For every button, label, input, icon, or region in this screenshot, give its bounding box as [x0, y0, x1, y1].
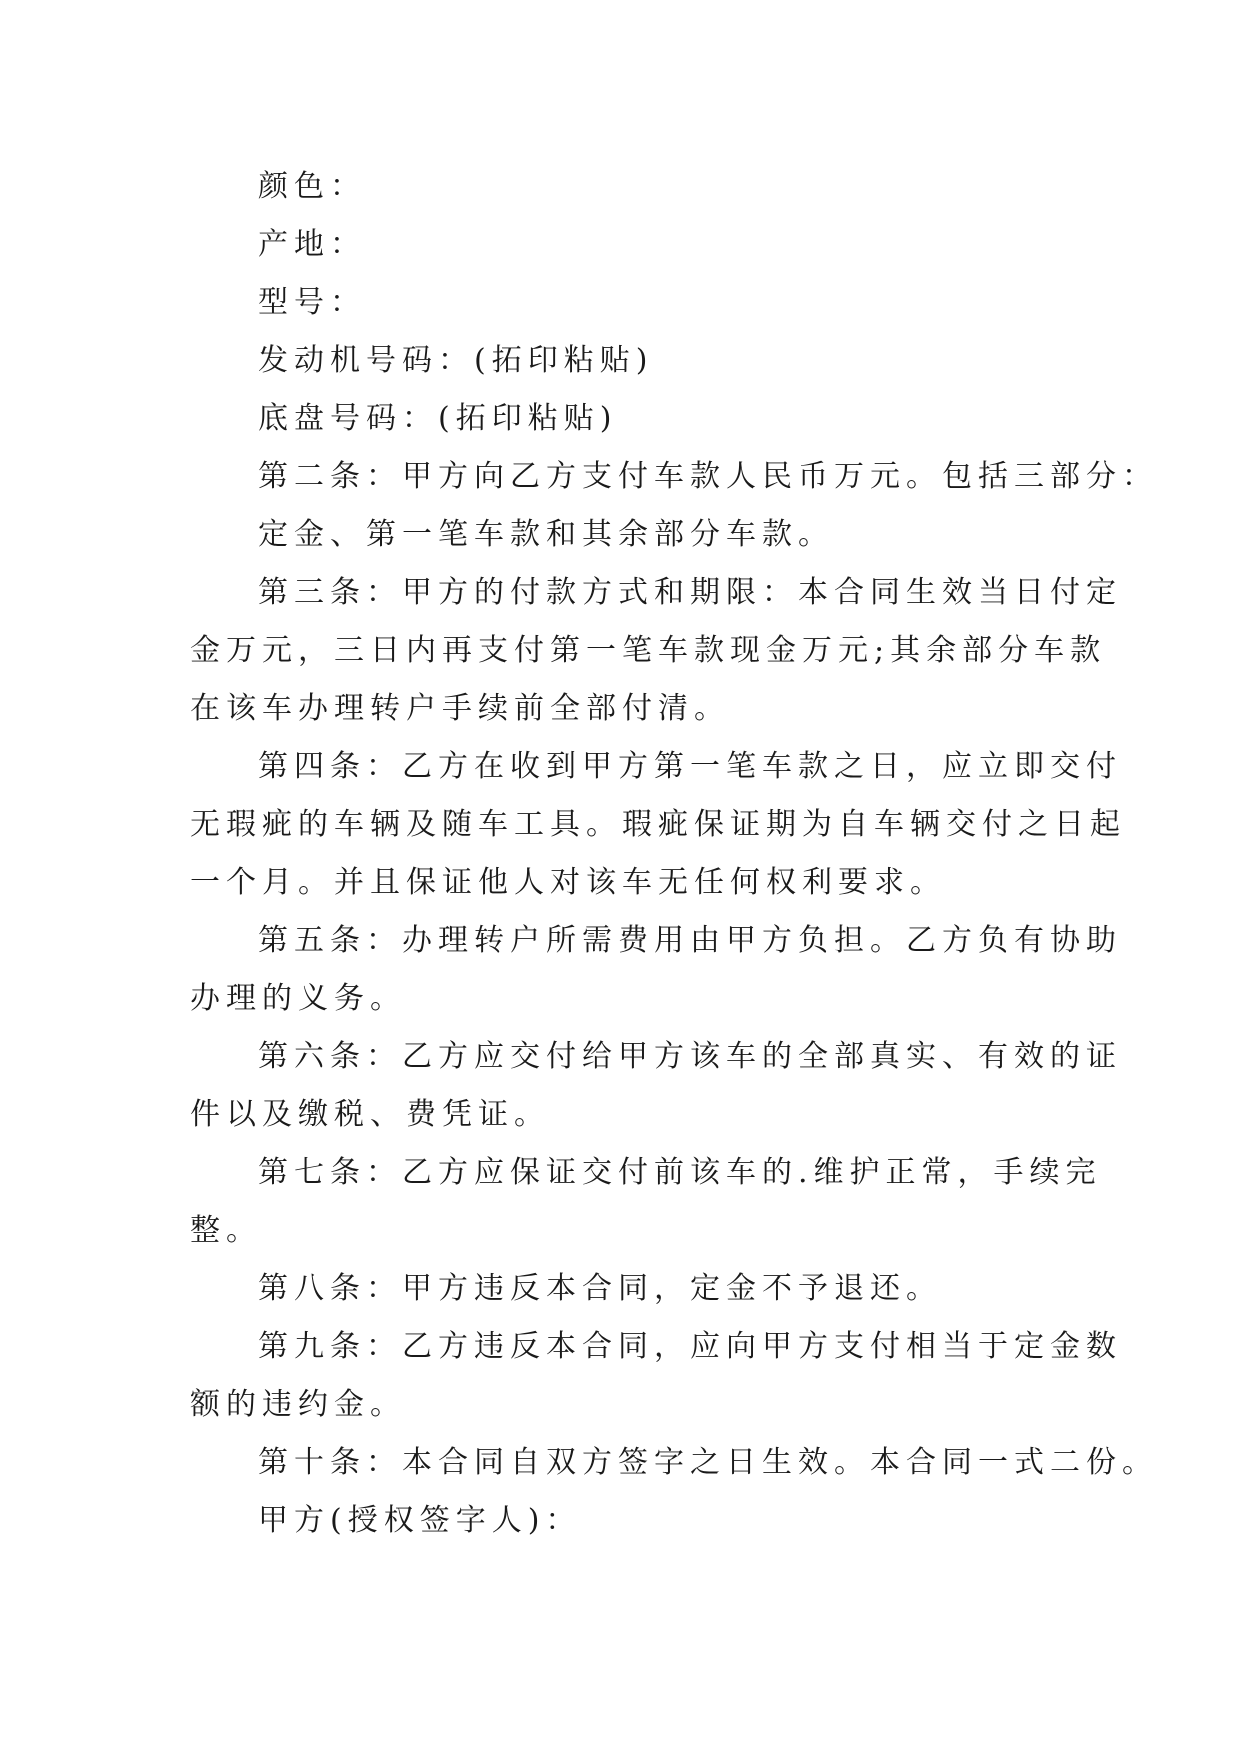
article-6-line-1: 第六条：乙方应交付给甲方该车的全部真实、有效的证 — [258, 1039, 1122, 1074]
article-5-line-1: 第五条：办理转户所需费用由甲方负担。乙方负有协助 — [258, 923, 1122, 958]
contract-text — [190, 158, 1158, 1550]
article-2-line-1: 第二条：甲方向乙方支付车款人民币万元。包括三部分： — [258, 459, 1158, 494]
article-3-line-2: 金万元，三日内再支付第一笔车款现金万元;其余部分车款 — [190, 633, 1107, 668]
article-10-line-1: 第十条：本合同自双方签字之日生效。本合同一式二份。 — [258, 1445, 1158, 1480]
article-7-line-2: 整。 — [190, 1213, 262, 1248]
article-4-line-3: 一个月。并且保证他人对该车无任何权利要求。 — [190, 865, 946, 900]
article-9-line-1: 第九条：乙方违反本合同，应向甲方支付相当于定金数 — [258, 1329, 1122, 1364]
article-4-line-2: 无瑕疵的车辆及随车工具。瑕疵保证期为自车辆交付之日起 — [190, 807, 1126, 842]
line-engine-number: 发动机号码：(拓印粘贴) — [258, 343, 654, 378]
article-3-line-3: 在该车办理转户手续前全部付清。 — [190, 691, 730, 726]
article-5-line-2: 办理的义务。 — [190, 981, 406, 1016]
article-9-line-2: 额的违约金。 — [190, 1387, 406, 1422]
article-3-line-1: 第三条：甲方的付款方式和期限：本合同生效当日付定 — [258, 575, 1122, 610]
line-origin: 产地： — [258, 227, 366, 262]
line-model: 型号： — [258, 285, 366, 320]
article-2-line-2: 定金、第一笔车款和其余部分车款。 — [258, 517, 834, 552]
article-7-line-1: 第七条：乙方应保证交付前该车的.维护正常，手续完 — [258, 1155, 1102, 1190]
party-a-signature-line: 甲方(授权签字人)： — [258, 1503, 582, 1538]
line-chassis-number: 底盘号码：(拓印粘贴) — [258, 401, 618, 436]
article-8-line-1: 第八条：甲方违反本合同，定金不予退还。 — [258, 1271, 942, 1306]
article-4-line-1: 第四条：乙方在收到甲方第一笔车款之日，应立即交付 — [258, 749, 1122, 784]
article-6-line-2: 件以及缴税、费凭证。 — [190, 1097, 550, 1132]
line-color: 颜色： — [258, 169, 366, 204]
